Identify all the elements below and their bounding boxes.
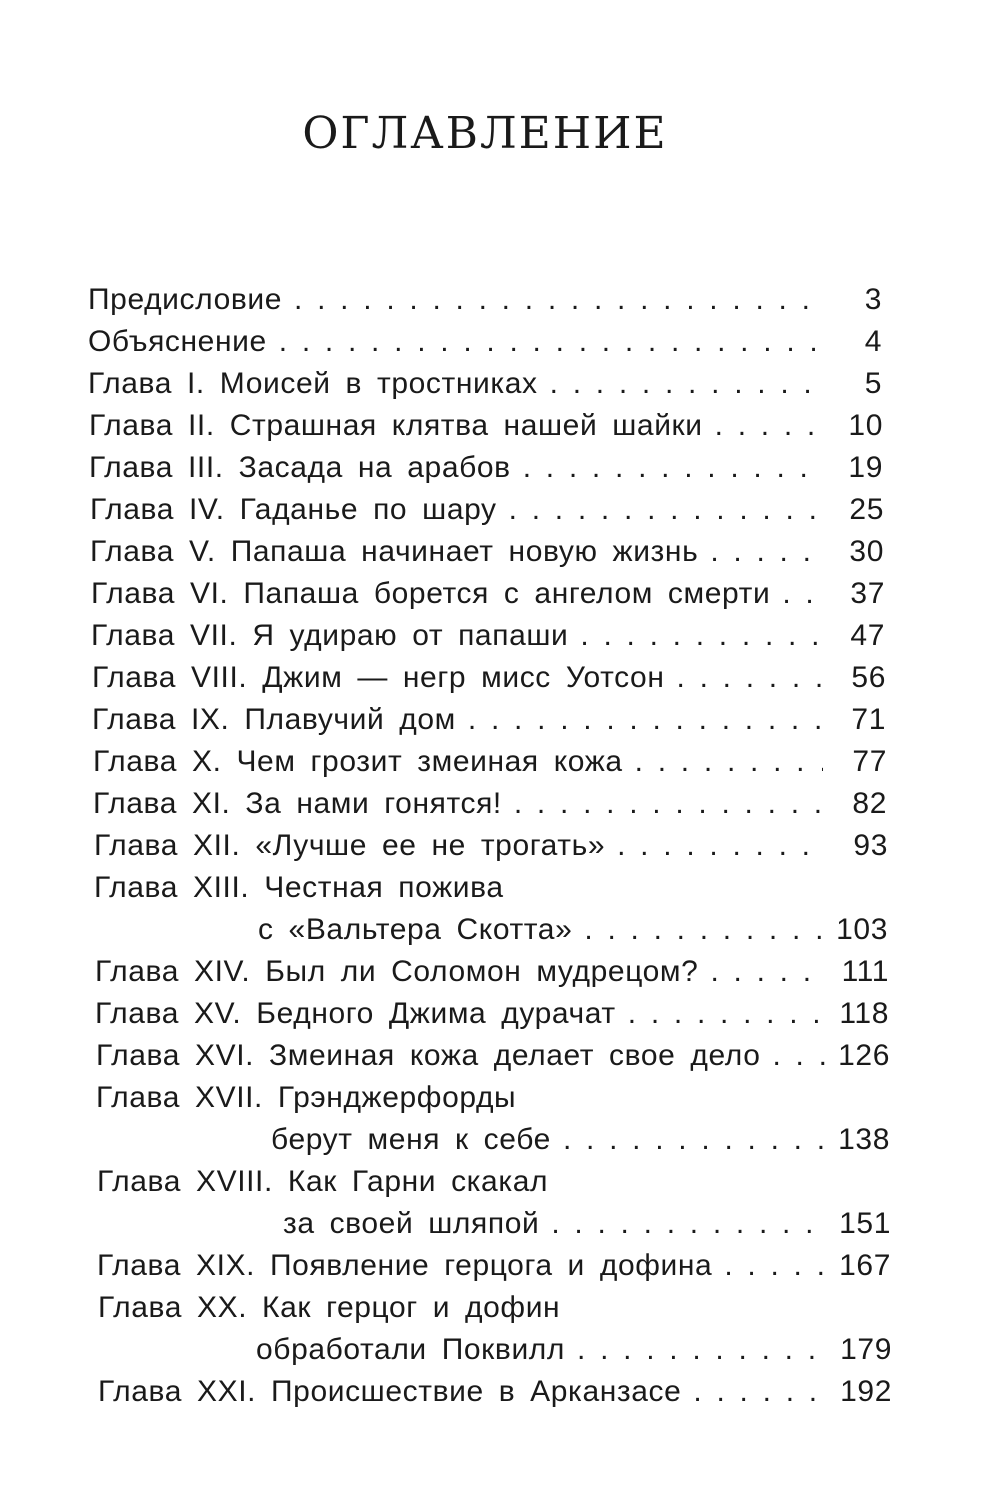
toc-entry	[0, 1249, 1000, 1291]
toc-entry-page: 47	[850, 619, 885, 652]
toc-entry	[0, 283, 1000, 325]
toc-entry-label: Глава VII. Я удираю от папаши	[91, 619, 569, 652]
toc-entry-page: 77	[852, 745, 887, 778]
toc-leader-dots	[693, 1375, 828, 1409]
toc-entry	[0, 619, 1000, 661]
toc-entry	[0, 871, 1000, 913]
toc-entry	[0, 745, 1000, 787]
toc-entry-label: Глава XIV. Был ли Соломон мудрецом?	[95, 955, 699, 988]
toc-entry	[0, 997, 1000, 1039]
toc-entry	[0, 451, 1000, 493]
toc-entry-page: 56	[851, 661, 886, 694]
toc-leader-dots	[294, 283, 818, 317]
toc-entry	[0, 829, 1000, 871]
toc-leader-dots	[617, 829, 824, 863]
toc-entry	[0, 535, 1000, 577]
toc-entry-label: Глава XIX. Появление герцога и дофина	[97, 1249, 713, 1282]
toc-leader-dots	[514, 787, 823, 821]
toc-entry-page: 192	[840, 1375, 892, 1408]
toc-entry-page: 126	[838, 1039, 890, 1072]
toc-entry-page: 138	[838, 1123, 890, 1156]
toc-leader-dots	[710, 955, 825, 989]
toc-entry-label: Глава XXI. Происшествие в Арканзасе	[98, 1375, 682, 1408]
toc-entry-page: 10	[848, 409, 883, 442]
toc-entry-continuation	[0, 1207, 1000, 1249]
toc-entry-label: Глава XVI. Змеиная кожа делает свое дело	[96, 1039, 761, 1072]
toc-entry-page: 30	[849, 535, 884, 568]
toc-leader-dots	[551, 1207, 828, 1241]
toc-entry	[0, 1165, 1000, 1207]
toc-entry	[0, 577, 1000, 619]
toc-entry-label: берут меня к себе	[271, 1123, 551, 1156]
toc-entry-page: 167	[839, 1249, 891, 1282]
toc-entry-page: 4	[864, 325, 882, 358]
toc-leader-dots	[635, 745, 823, 779]
toc-title: ОГЛАВЛЕНИЕ	[302, 108, 668, 159]
toc-entry-label: Глава XI. За нами гонятся!	[93, 787, 502, 820]
toc-entry	[0, 1081, 1000, 1123]
toc-entry	[0, 1375, 1000, 1417]
toc-entry-page: 111	[841, 955, 889, 988]
toc-entry-page: 5	[864, 367, 882, 400]
toc-entry	[0, 1039, 1000, 1081]
toc-entry-continuation	[0, 1333, 1000, 1375]
toc-entry	[0, 493, 1000, 535]
toc-entry-page: 82	[852, 787, 887, 820]
toc-leader-dots	[279, 325, 818, 359]
toc-entry-label: Глава VIII. Джим — негр мисс Уотсон	[92, 661, 665, 694]
toc-entry-label: Глава II. Страшная клятва нашей шайки	[89, 409, 703, 442]
toc-leader-dots	[584, 913, 825, 947]
toc-entry-label: с «Вальтера Скотта»	[258, 913, 573, 946]
toc-entry-page: 19	[848, 451, 883, 484]
toc-entry-label: Глава I. Моисей в тростниках	[88, 367, 538, 400]
toc-leader-dots	[523, 451, 819, 485]
toc-entry	[0, 703, 1000, 745]
toc-leader-dots	[563, 1123, 827, 1157]
toc-entry	[0, 1291, 1000, 1333]
toc-entry-label: Глава XV. Бедного Джима дурачат	[95, 997, 616, 1030]
toc-entry-page: 37	[850, 577, 885, 610]
toc-entry-label: Глава XVII. Грэнджерфорды	[96, 1081, 517, 1114]
toc-entry-label: Предисловие	[88, 283, 283, 316]
toc-entry-label: Глава V. Папаша начинает новую жизнь	[90, 535, 699, 568]
toc-entry-label: Глава XIII. Честная пожива	[94, 871, 504, 904]
toc-entry-label: Глава VI. Папаша борется с ангелом смерти	[91, 577, 771, 610]
toc-entry-page: 3	[864, 283, 882, 316]
toc-entry-label: Глава III. Засада на арабов	[89, 451, 511, 484]
toc-entry-continuation	[0, 913, 1000, 955]
toc-entry	[0, 367, 1000, 409]
toc-entry-page: 118	[839, 997, 889, 1030]
toc-entry-page: 25	[849, 493, 884, 526]
toc-leader-dots	[580, 619, 821, 653]
toc-leader-dots	[550, 367, 818, 401]
toc-entry-page: 103	[836, 913, 888, 946]
toc-entry	[0, 409, 1000, 451]
toc-entry-page: 151	[839, 1207, 891, 1240]
toc-leader-dots	[468, 703, 822, 737]
toc-leader-dots	[628, 997, 825, 1031]
toc-leader-dots	[577, 1333, 828, 1367]
toc-entry	[0, 325, 1000, 367]
toc-entry-label: Глава IV. Гаданье по шару	[90, 493, 497, 526]
toc-entry	[0, 955, 1000, 997]
toc-entry	[0, 661, 1000, 703]
toc-entry-label: Глава IX. Плавучий дом	[92, 703, 456, 736]
toc-entry-label: Глава XVIII. Как Гарни скакал	[97, 1165, 549, 1198]
toc-entry-label: за своей шляпой	[283, 1207, 540, 1240]
toc-leader-dots	[677, 661, 823, 695]
toc-entry-continuation	[0, 1123, 1000, 1165]
toc-entry-page: 179	[840, 1333, 892, 1366]
toc-entry-label: Глава X. Чем грозит змеиная кожа	[93, 745, 623, 778]
toc-entry-page: 71	[851, 703, 886, 736]
toc-leader-dots	[509, 493, 820, 527]
toc-entry-label: Глава XII. «Лучше ее не трогать»	[94, 829, 606, 862]
toc-entry	[0, 787, 1000, 829]
toc-entry-label: обработали Поквилл	[256, 1333, 566, 1366]
toc-entry-page: 93	[853, 829, 888, 862]
toc-entry-label: Объяснение	[88, 325, 267, 358]
toc-entry-label: Глава XX. Как герцог и дофин	[98, 1291, 561, 1324]
